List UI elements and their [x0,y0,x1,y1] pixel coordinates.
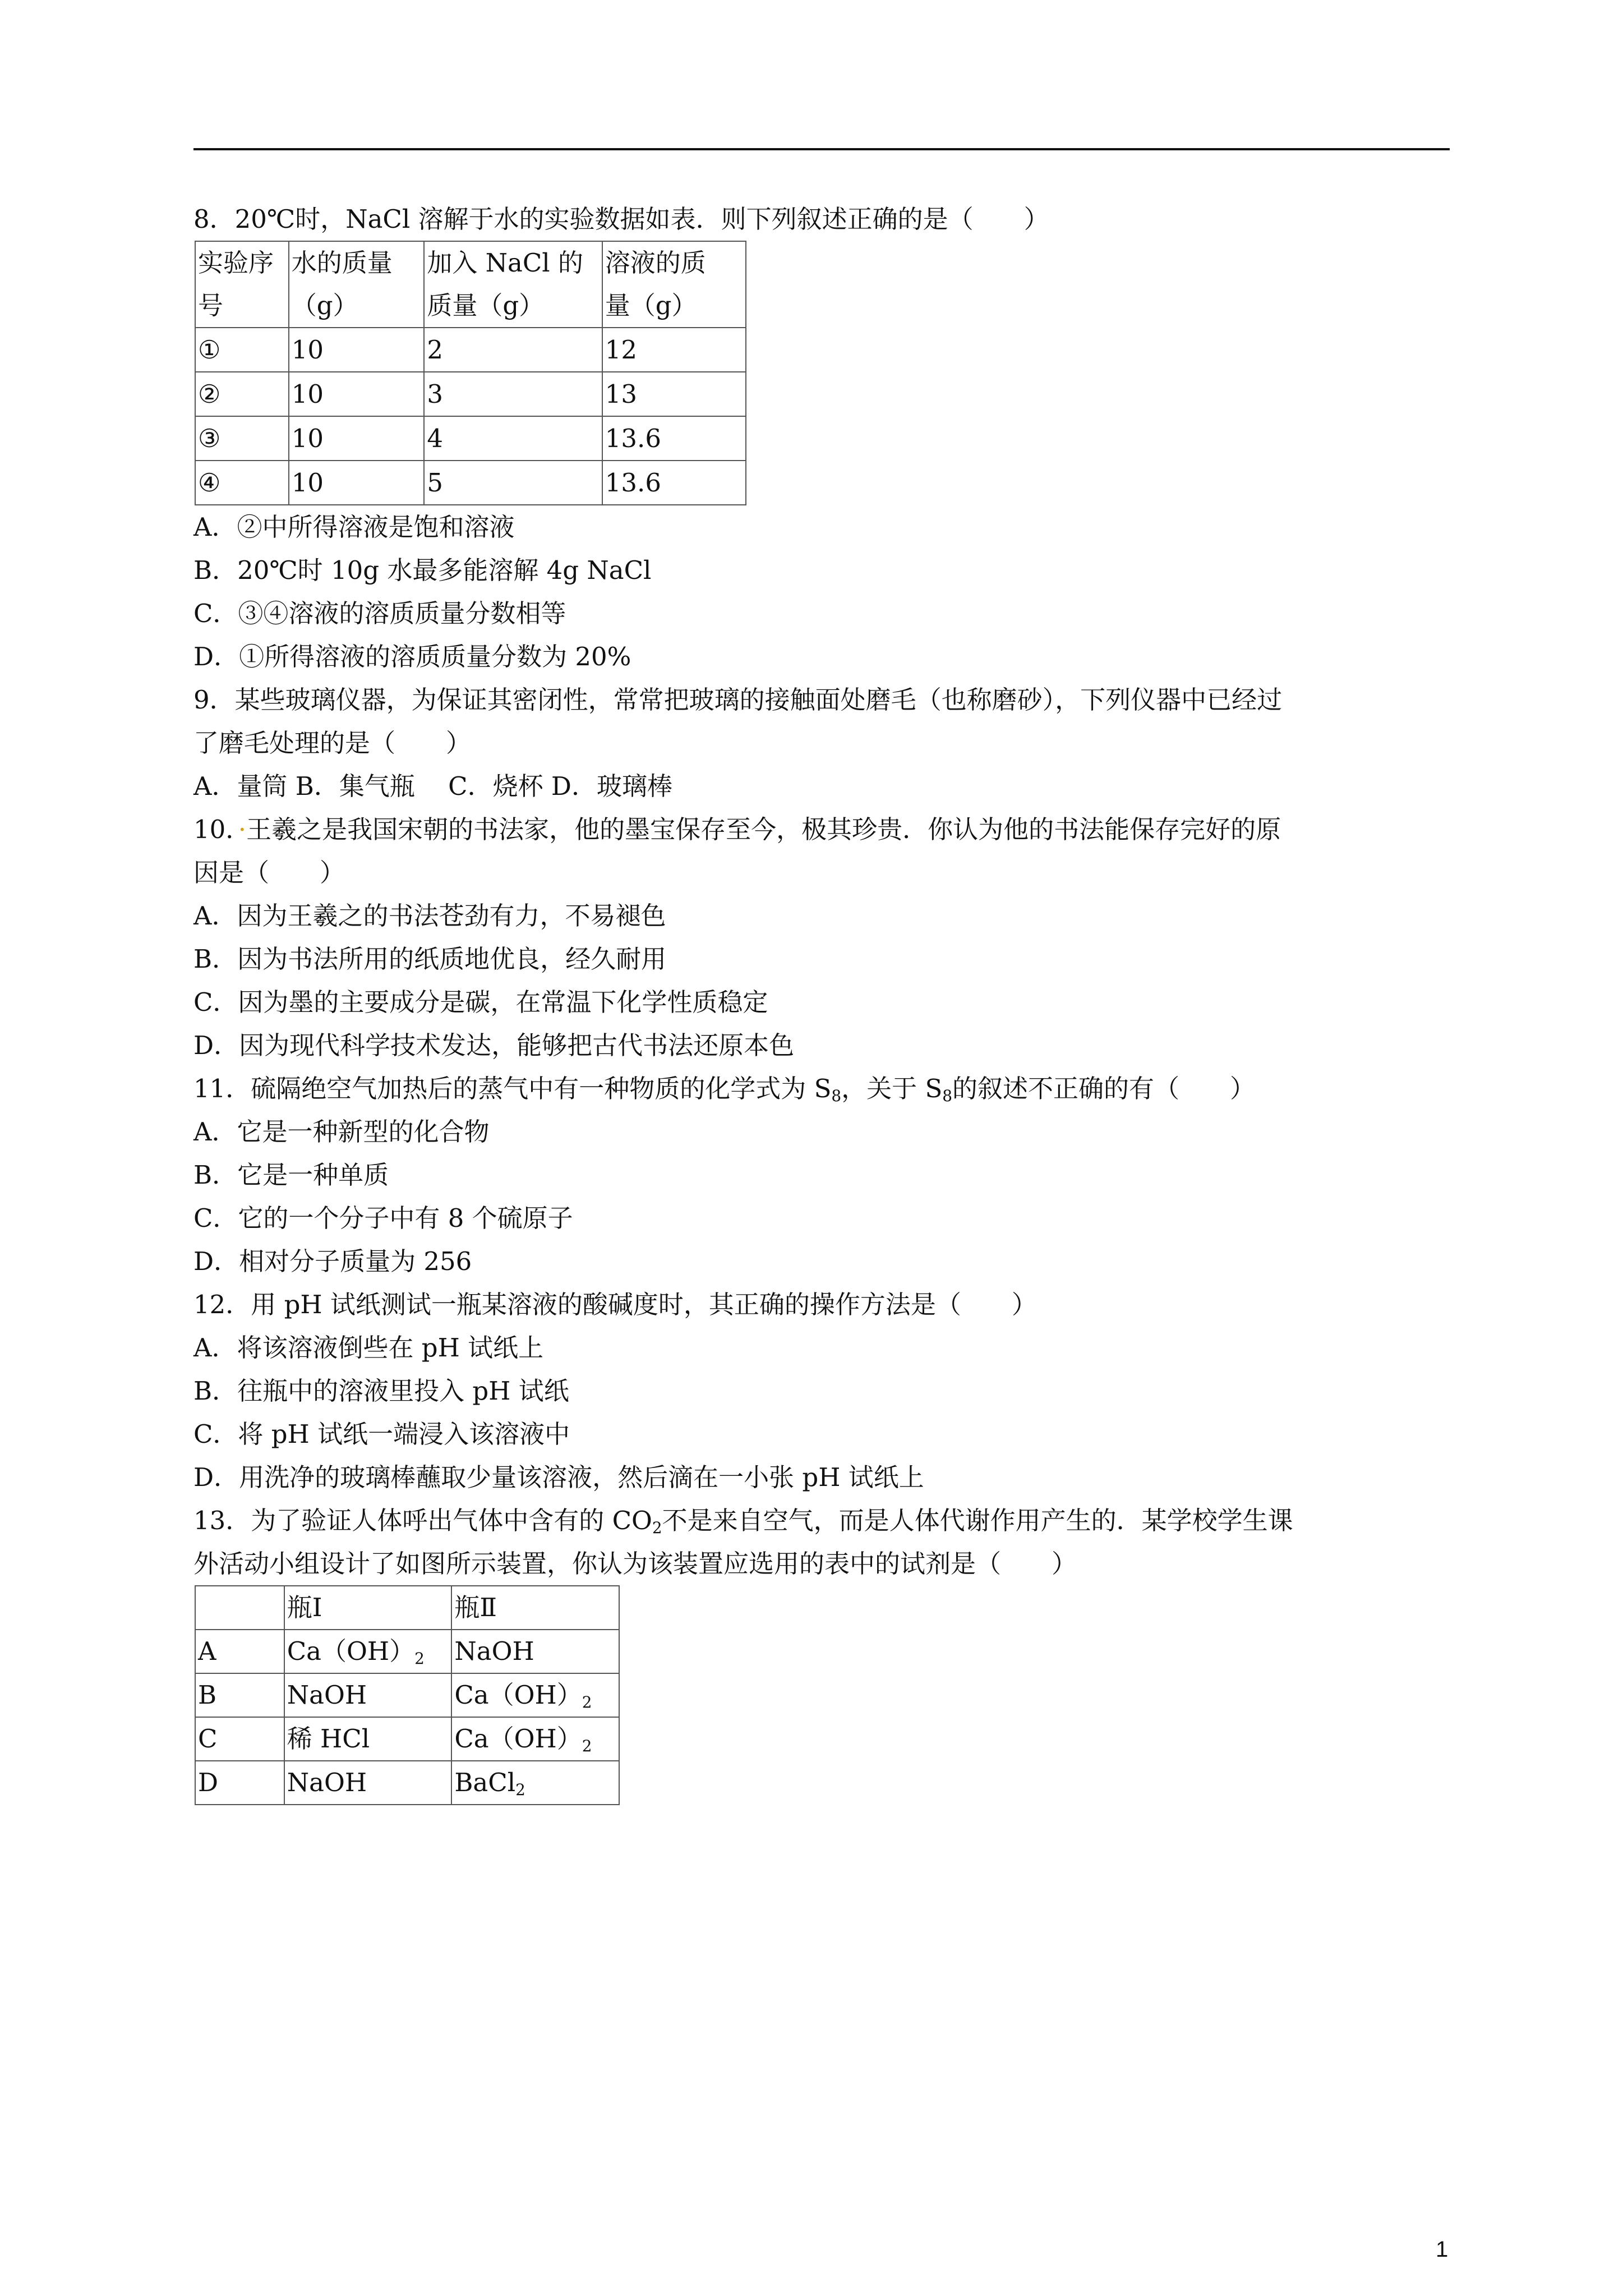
q9-options: A．量筒 B．集气瓶 C．烧杯 D．玻璃棒 [193,771,672,801]
page-content [193,197,1450,1805]
table-cell: B [195,1673,284,1717]
table-cell: 稀 HCl [284,1717,452,1761]
table-cell: ② [195,372,289,416]
q13-stem-line1: 13．为了验证人体呼出气体中含有的 $CO_2$不是来自空气，而是人体代谢作用产生的．某学校学生课 [193,1506,1293,1537]
table-row [195,1761,619,1805]
q12-stem: 12．用 pH 试纸测试一瓶某溶液的酸碱度时，其正确的操作方法是（ ） [193,1290,1037,1319]
table-cell: 10 [289,372,425,416]
q11-stem: 11．硫隔绝空气加热后的蒸气中有一种物质的化学式为 $S_8$，关于 $S_8$的叙述不正确的有（ ） [193,1074,1256,1105]
table-cell: A [195,1630,284,1673]
table-cell: $Ca(OH)_2$ [451,1673,619,1717]
page-number: 1 [1436,2237,1449,2262]
table-cell: NaOH [284,1673,452,1717]
table-cell: 12 [602,328,746,372]
highlight-mark: · [238,815,247,844]
table-row [195,1673,619,1717]
q8-option-b: B．20℃时 10g 水最多能溶解 4g NaCl [193,555,652,585]
table-cell: C [195,1717,284,1761]
table-cell: 10 [289,461,425,505]
table-cell: 2 [424,328,602,372]
table-row [195,328,746,372]
q8-stem: 8．20℃时，NaCl 溶解于水的实验数据如表．则下列叙述正确的是（ ） [193,204,1049,234]
header-rule [193,148,1450,150]
q13-reagent-table [195,1585,620,1805]
q9-stem-line2: 了磨毛处理的是（ ） [193,728,472,758]
table-cell: 13 [602,372,746,416]
table-cell: ④ [195,461,289,505]
header-cell: 瓶Ⅰ [284,1586,452,1630]
table-cell: 10 [289,416,425,461]
table-cell: NaOH [284,1761,452,1805]
q11-option-d: D．相对分子质量为 256 [193,1246,472,1276]
q11-option-b: B．它是一种单质 [193,1160,389,1190]
q8-option-d: D．①所得溶液的溶质质量分数为 20% [193,642,631,671]
header-cell: 水的质量 （g） [289,241,425,328]
header-cell [195,1586,284,1630]
table-header-row [195,1586,619,1630]
table-cell: 3 [424,372,602,416]
table-cell: BaCl$_2$ [451,1761,619,1805]
q10-stem-line2: 因是（ ） [193,858,345,887]
table-header-row [195,241,746,328]
table-cell: 13.6 [602,461,746,505]
table-row [195,416,746,461]
q8-option-a: A．②中所得溶液是饱和溶液 [193,512,515,542]
table-row [195,461,746,505]
table-cell: NaOH [451,1630,619,1673]
table-cell: 5 [424,461,602,505]
table-cell: $Ca(OH)_2$ [451,1717,619,1761]
q10-option-d: D．因为现代科学技术发达，能够把古代书法还原本色 [193,1030,795,1060]
header-cell: 瓶Ⅱ [451,1586,619,1630]
q11-option-a: A．它是一种新型的化合物 [193,1117,490,1147]
q9-stem-line1: 9．某些玻璃仪器，为保证其密闭性，常常把玻璃的接触面处磨毛（也称磨砂），下列仪器中已经过 [193,685,1283,715]
table-cell: ① [195,328,289,372]
q10-option-b: B．因为书法所用的纸质地优良，经久耐用 [193,944,667,974]
q12-option-a: A．将该溶液倒些在 pH 试纸上 [193,1333,544,1363]
table-cell: $Ca(OH)_2$ [284,1630,452,1673]
table-row [195,1717,619,1761]
table-row [195,372,746,416]
q8-data-table [195,241,746,505]
table-row [195,1630,619,1673]
q11-option-c: C．它的一个分子中有 8 个硫原子 [193,1203,573,1233]
table-cell: 4 [424,416,602,461]
table-cell: 10 [289,328,425,372]
table-cell: 13.6 [602,416,746,461]
q12-option-b: B．往瓶中的溶液里投入 pH 试纸 [193,1376,569,1406]
header-cell: 实验序 号 [195,241,289,328]
q10-stem-line1: 10．·王羲之是我国宋朝的书法家，他的墨宝保存至今，极其珍贵．你认为他的书法能保存完好的原 [193,815,1281,844]
table-cell: ③ [195,416,289,461]
q10-option-c: C．因为墨的主要成分是碳，在常温下化学性质稳定 [193,987,768,1017]
table-cell: D [195,1761,284,1805]
q8-option-c: C．③④溶液的溶质质量分数相等 [193,599,566,628]
q10-option-a: A．因为王羲之的书法苍劲有力，不易褪色 [193,901,666,931]
q13-stem-line2: 外活动小组设计了如图所示装置，你认为该装置应选用的表中的试剂是（ ） [193,1549,1077,1579]
header-cell: 溶液的质 量（g） [602,241,746,328]
q12-option-c: C．将 pH 试纸一端浸入该溶液中 [193,1419,570,1449]
header-cell: 加入 NaCl 的 质量（g） [424,241,602,328]
q12-option-d: D．用洗净的玻璃棒蘸取少量该溶液，然后滴在一小张 pH 试纸上 [193,1462,924,1492]
